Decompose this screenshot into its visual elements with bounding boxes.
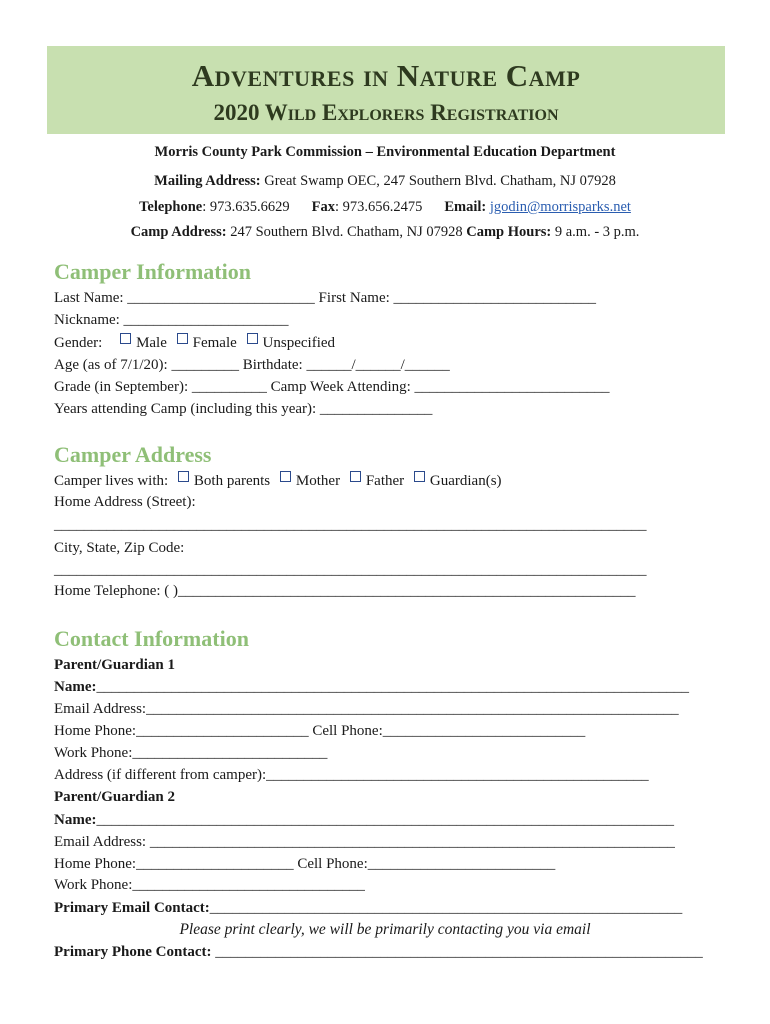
parent2-heading: Parent/Guardian 2 bbox=[54, 789, 175, 805]
camp-address-label: Camp Address: bbox=[130, 224, 227, 240]
parent1-heading: Parent/Guardian 1 bbox=[54, 657, 175, 673]
title-banner bbox=[47, 46, 725, 134]
mailing-line bbox=[0, 173, 770, 190]
gender-unspecified-label: Unspecified bbox=[262, 335, 336, 351]
camp-hours-label: Camp Hours: bbox=[466, 224, 552, 240]
gender-male-label: Male bbox=[136, 335, 167, 351]
primary-email-field[interactable]: Primary Email Contact:_______________________________________________________________ bbox=[54, 900, 683, 916]
org-line bbox=[0, 144, 770, 161]
contact-line bbox=[0, 199, 770, 216]
telephone-value: : 973.635.6629 bbox=[202, 199, 290, 215]
gender-female-checkbox[interactable] bbox=[177, 333, 188, 344]
parent1-name-field[interactable]: Name:_______________________________________________________________________________ bbox=[54, 679, 689, 695]
camper-address-heading: Camper Address bbox=[54, 442, 212, 467]
parent2-work-field[interactable]: Work Phone:_______________________________ bbox=[54, 877, 365, 893]
mailing-value: Great Swamp OEC, 247 Southern Blvd. Chatham, NJ 07928 bbox=[260, 173, 616, 189]
fax-value: : 973.656.2475 bbox=[334, 199, 423, 215]
parent2-email-field[interactable]: Email Address: ______________________________________________________________________ bbox=[54, 834, 675, 850]
street-label: Home Address (Street): bbox=[54, 494, 196, 510]
gender-male-checkbox[interactable] bbox=[120, 333, 131, 344]
grade-week-field[interactable]: Grade (in September): __________ Camp Week Attending: __________________________ bbox=[54, 379, 610, 395]
guardians-checkbox[interactable] bbox=[414, 471, 425, 482]
both-parents-checkbox[interactable] bbox=[178, 471, 189, 482]
contact-info-heading: Contact Information bbox=[54, 626, 249, 651]
gender-female-label: Female bbox=[192, 335, 237, 351]
print-clearly-note: Please print clearly, we will be primarily contacting you via email bbox=[179, 921, 591, 938]
parent1-name-label: Name: bbox=[54, 679, 97, 695]
fax-label: Fax bbox=[311, 199, 335, 215]
parent2-phones-field[interactable]: Home Phone:_____________________ Cell Phone:_________________________ bbox=[54, 856, 556, 872]
page-subtitle: 2020 Wild Explorers Registration bbox=[213, 100, 559, 125]
page-title: Adventures in Nature Camp bbox=[191, 58, 581, 93]
camp-line bbox=[0, 224, 770, 241]
primary-phone-field[interactable]: Primary Phone Contact: _________________________________________________________________ bbox=[54, 944, 703, 960]
parent1-email-field[interactable]: Email Address:_______________________________________________________________________ bbox=[54, 701, 679, 717]
home-telephone-field[interactable]: Home Telephone: ( )_____________________________________________________________ bbox=[54, 583, 636, 599]
lives-with-label: Camper lives with: bbox=[54, 473, 169, 489]
years-attending-field[interactable]: Years attending Camp (including this year): _______________ bbox=[54, 401, 433, 417]
nickname-field[interactable]: Nickname: ______________________ bbox=[54, 312, 289, 328]
parent1-work-field[interactable]: Work Phone:__________________________ bbox=[54, 745, 328, 761]
parent1-address-field[interactable]: Address (if different from camper):___________________________________________________ bbox=[54, 767, 649, 783]
name-field[interactable]: Last Name: _________________________ First Name: ___________________________ bbox=[54, 290, 597, 306]
lives-with-row bbox=[54, 471, 502, 490]
gender-label: Gender: bbox=[54, 335, 103, 351]
parent2-name-label: Name: bbox=[54, 812, 97, 828]
camp-hours-value: 9 a.m. - 3 p.m. bbox=[551, 224, 640, 240]
gender-unspecified-checkbox[interactable] bbox=[247, 333, 258, 344]
city-label: City, State, Zip Code: bbox=[54, 540, 185, 556]
telephone-label: Telephone bbox=[139, 199, 203, 215]
street-field[interactable]: _______________________________________________________________________________ bbox=[54, 517, 647, 533]
camp-address-value: 247 Southern Blvd. Chatham, NJ 07928 bbox=[226, 224, 467, 240]
age-birthdate-field[interactable]: Age (as of 7/1/20): _________ Birthdate: ______/______/______ bbox=[54, 357, 450, 373]
parent2-name-field[interactable]: Name:_____________________________________________________________________________ bbox=[54, 812, 674, 828]
primary-email-label: Primary Email Contact: bbox=[54, 900, 210, 916]
primary-phone-label: Primary Phone Contact: bbox=[54, 944, 212, 960]
mother-label: Mother bbox=[295, 473, 341, 489]
both-parents-label: Both parents bbox=[193, 473, 271, 489]
org-name: Morris County Park Commission – Environmental Education Department bbox=[154, 144, 616, 160]
mailing-label: Mailing Address: bbox=[154, 173, 261, 189]
city-field[interactable]: _______________________________________________________________________________ bbox=[54, 562, 647, 578]
father-label: Father bbox=[365, 473, 405, 489]
gender-row bbox=[54, 333, 335, 352]
parent1-phones-field[interactable]: Home Phone:_______________________ Cell Phone:___________________________ bbox=[54, 723, 586, 739]
mother-checkbox[interactable] bbox=[280, 471, 291, 482]
camper-info-heading: Camper Information bbox=[54, 259, 251, 284]
email-label: Email: bbox=[444, 199, 487, 215]
father-checkbox[interactable] bbox=[350, 471, 361, 482]
guardians-label: Guardian(s) bbox=[429, 473, 502, 489]
email-link[interactable]: jgodin@morrisparks.net bbox=[489, 199, 631, 215]
